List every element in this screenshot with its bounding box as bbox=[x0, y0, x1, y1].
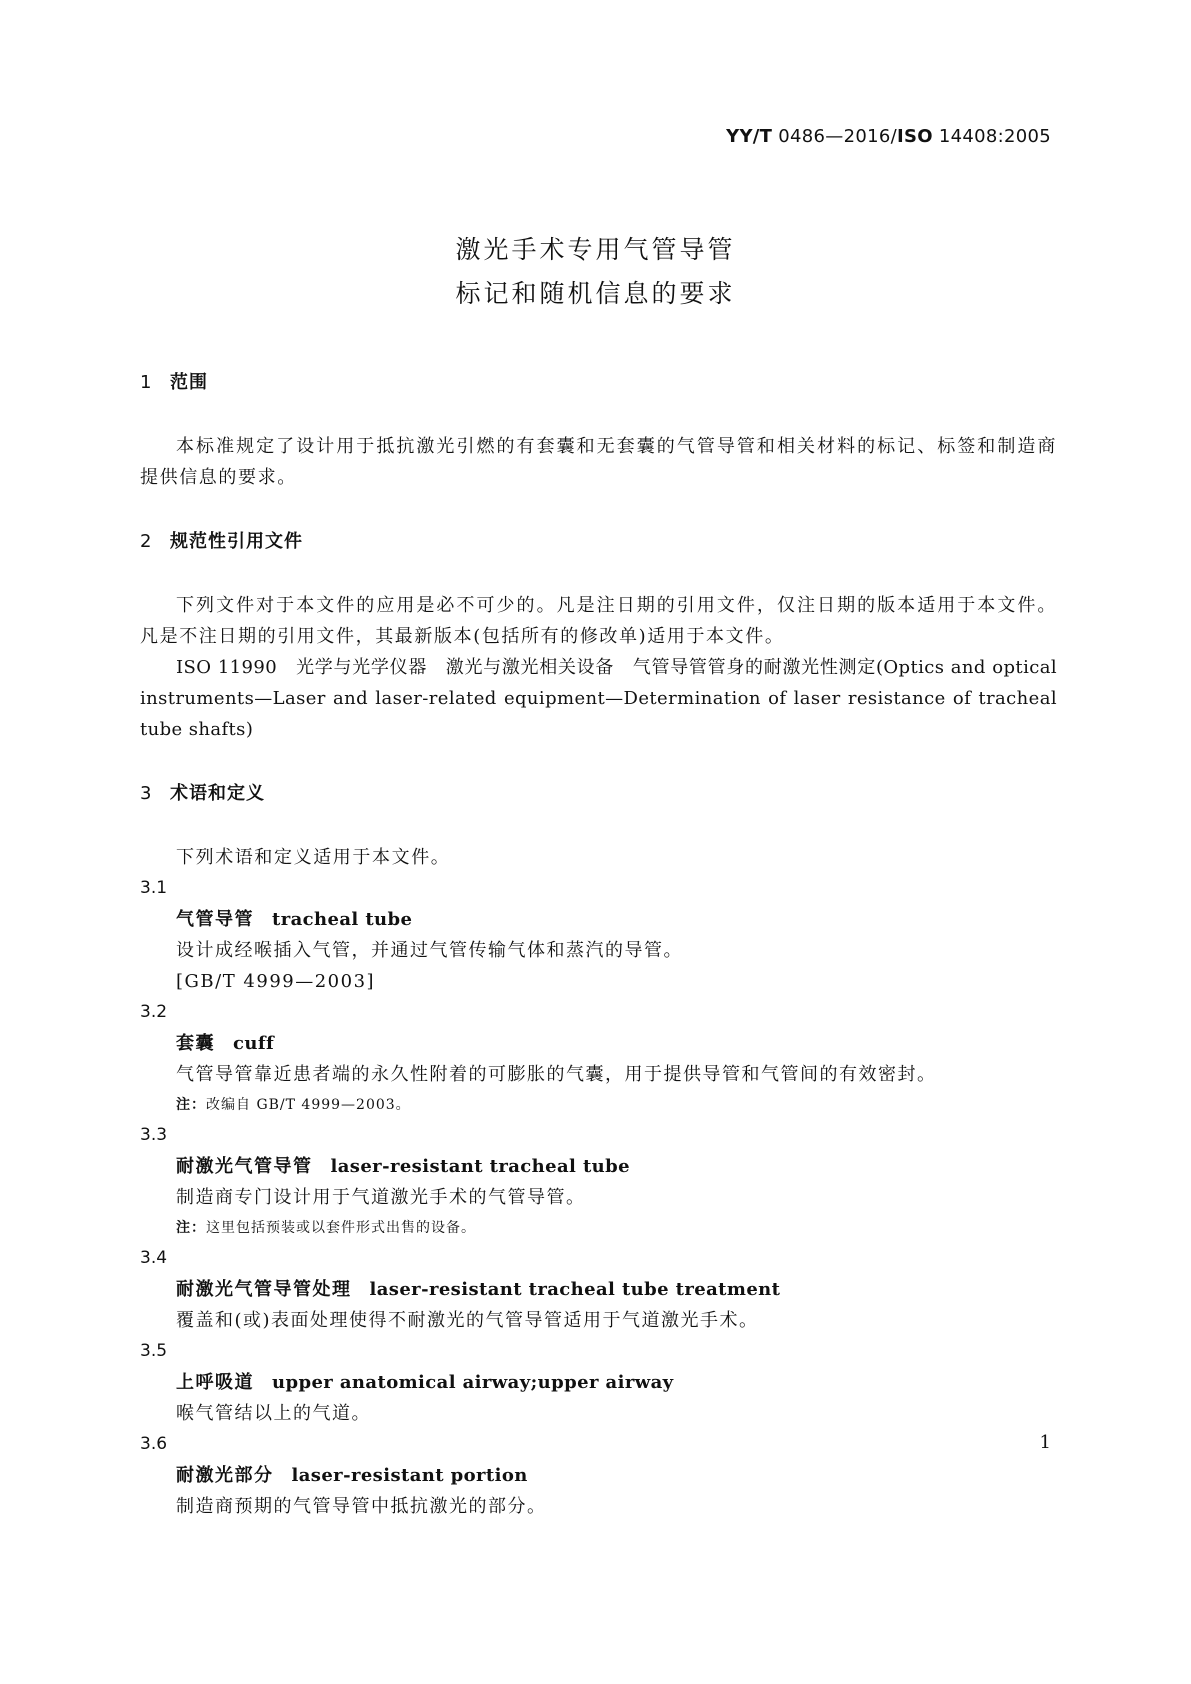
section-2-reference-iso-11990: ISO 11990 光学与光学仪器 激光与激光相关设备 气管导管管身的耐激光性测定(Optics and optical instruments—Laser and laser-related equipment—Determination of laser resistance of tracheal tube shafts) bbox=[140, 657, 1057, 740]
term-entry bbox=[140, 1274, 1057, 1305]
term-number: 3.1 bbox=[140, 878, 168, 898]
term-definition: 气管导管靠近患者端的永久性附着的可膨胀的气囊，用于提供导管和气管间的有效密封。 bbox=[176, 1064, 937, 1085]
term-zh: 耐激光气管导管处理 bbox=[176, 1279, 352, 1300]
header-code-number: 0486—2016/ bbox=[778, 126, 897, 147]
term-number: 3.4 bbox=[140, 1248, 168, 1268]
term-note bbox=[140, 1213, 1057, 1243]
section-3-number: 3 bbox=[140, 783, 153, 804]
term-en: cuff bbox=[233, 1033, 275, 1054]
term-zh: 耐激光气管导管 bbox=[176, 1156, 313, 1177]
term-note bbox=[140, 1090, 1057, 1120]
section-3-intro: 下列术语和定义适用于本文件。 bbox=[176, 847, 451, 868]
note-label: 注： bbox=[176, 1220, 206, 1236]
document-title bbox=[0, 228, 1191, 316]
header-iso-prefix: ISO bbox=[896, 126, 933, 147]
term-en: laser-resistant tracheal tube treatment bbox=[369, 1279, 781, 1300]
term-zh: 气管导管 bbox=[176, 909, 254, 930]
term-zh: 套囊 bbox=[176, 1033, 215, 1054]
term-entry bbox=[140, 904, 1057, 935]
term-definition: 覆盖和(或)表面处理使得不耐激光的气管导管适用于气道激光手术。 bbox=[176, 1310, 759, 1331]
term-number: 3.5 bbox=[140, 1341, 168, 1361]
document-body bbox=[140, 367, 1057, 1522]
term-en: laser-resistant tracheal tube bbox=[330, 1156, 630, 1177]
term-definition: 喉气管结以上的气道。 bbox=[176, 1403, 371, 1424]
term-entry bbox=[140, 1460, 1057, 1491]
section-1-number: 1 bbox=[140, 372, 153, 393]
term-number: 3.6 bbox=[140, 1434, 168, 1454]
page-number: 1 bbox=[1039, 1432, 1051, 1453]
term-source: [GB/T 4999—2003] bbox=[176, 971, 376, 992]
term-en: tracheal tube bbox=[272, 909, 413, 930]
section-2-number: 2 bbox=[140, 531, 153, 552]
standard-code-header bbox=[726, 126, 1051, 147]
section-3-heading bbox=[140, 778, 1057, 809]
term-number: 3.2 bbox=[140, 1002, 168, 1022]
section-2-paragraph-1: 下列文件对于本文件的应用是必不可少的。凡是注日期的引用文件，仅注日期的版本适用于本文件。凡是不注日期的引用文件，其最新版本(包括所有的修改单)适用于本文件。 bbox=[140, 595, 1057, 647]
section-1-heading bbox=[140, 367, 1057, 398]
section-1-paragraph: 本标准规定了设计用于抵抗激光引燃的有套囊和无套囊的气管导管和相关材料的标记、标签和制造商提供信息的要求。 bbox=[140, 436, 1057, 488]
term-en: laser-resistant portion bbox=[291, 1465, 528, 1486]
term-definition: 制造商预期的气管导管中抵抗激光的部分。 bbox=[176, 1496, 547, 1517]
term-entry bbox=[140, 1028, 1057, 1059]
header-iso-number: 14408:2005 bbox=[938, 126, 1051, 147]
note-label: 注： bbox=[176, 1097, 206, 1113]
term-number: 3.3 bbox=[140, 1125, 168, 1145]
note-text: 这里包括预装或以套件形式出售的设备。 bbox=[206, 1220, 476, 1236]
title-line-1: 激光手术专用气管导管 bbox=[455, 235, 736, 264]
term-zh: 耐激光部分 bbox=[176, 1465, 274, 1486]
section-2-title: 规范性引用文件 bbox=[170, 531, 303, 552]
term-zh: 上呼吸道 bbox=[176, 1372, 254, 1393]
term-definition: 设计成经喉插入气管，并通过气管传输气体和蒸汽的导管。 bbox=[176, 940, 683, 961]
section-2-heading bbox=[140, 526, 1057, 557]
term-entry bbox=[140, 1151, 1057, 1182]
section-1-title: 范围 bbox=[170, 372, 208, 393]
term-entry bbox=[140, 1367, 1057, 1398]
term-definition: 制造商专门设计用于气道激光手术的气管导管。 bbox=[176, 1187, 586, 1208]
header-code-prefix: YY/T bbox=[726, 126, 773, 147]
note-text: 改编自 GB/T 4999—2003。 bbox=[206, 1097, 411, 1113]
title-line-2: 标记和随机信息的要求 bbox=[455, 279, 736, 308]
section-3-title: 术语和定义 bbox=[170, 783, 265, 804]
term-en: upper anatomical airway;upper airway bbox=[272, 1372, 674, 1393]
